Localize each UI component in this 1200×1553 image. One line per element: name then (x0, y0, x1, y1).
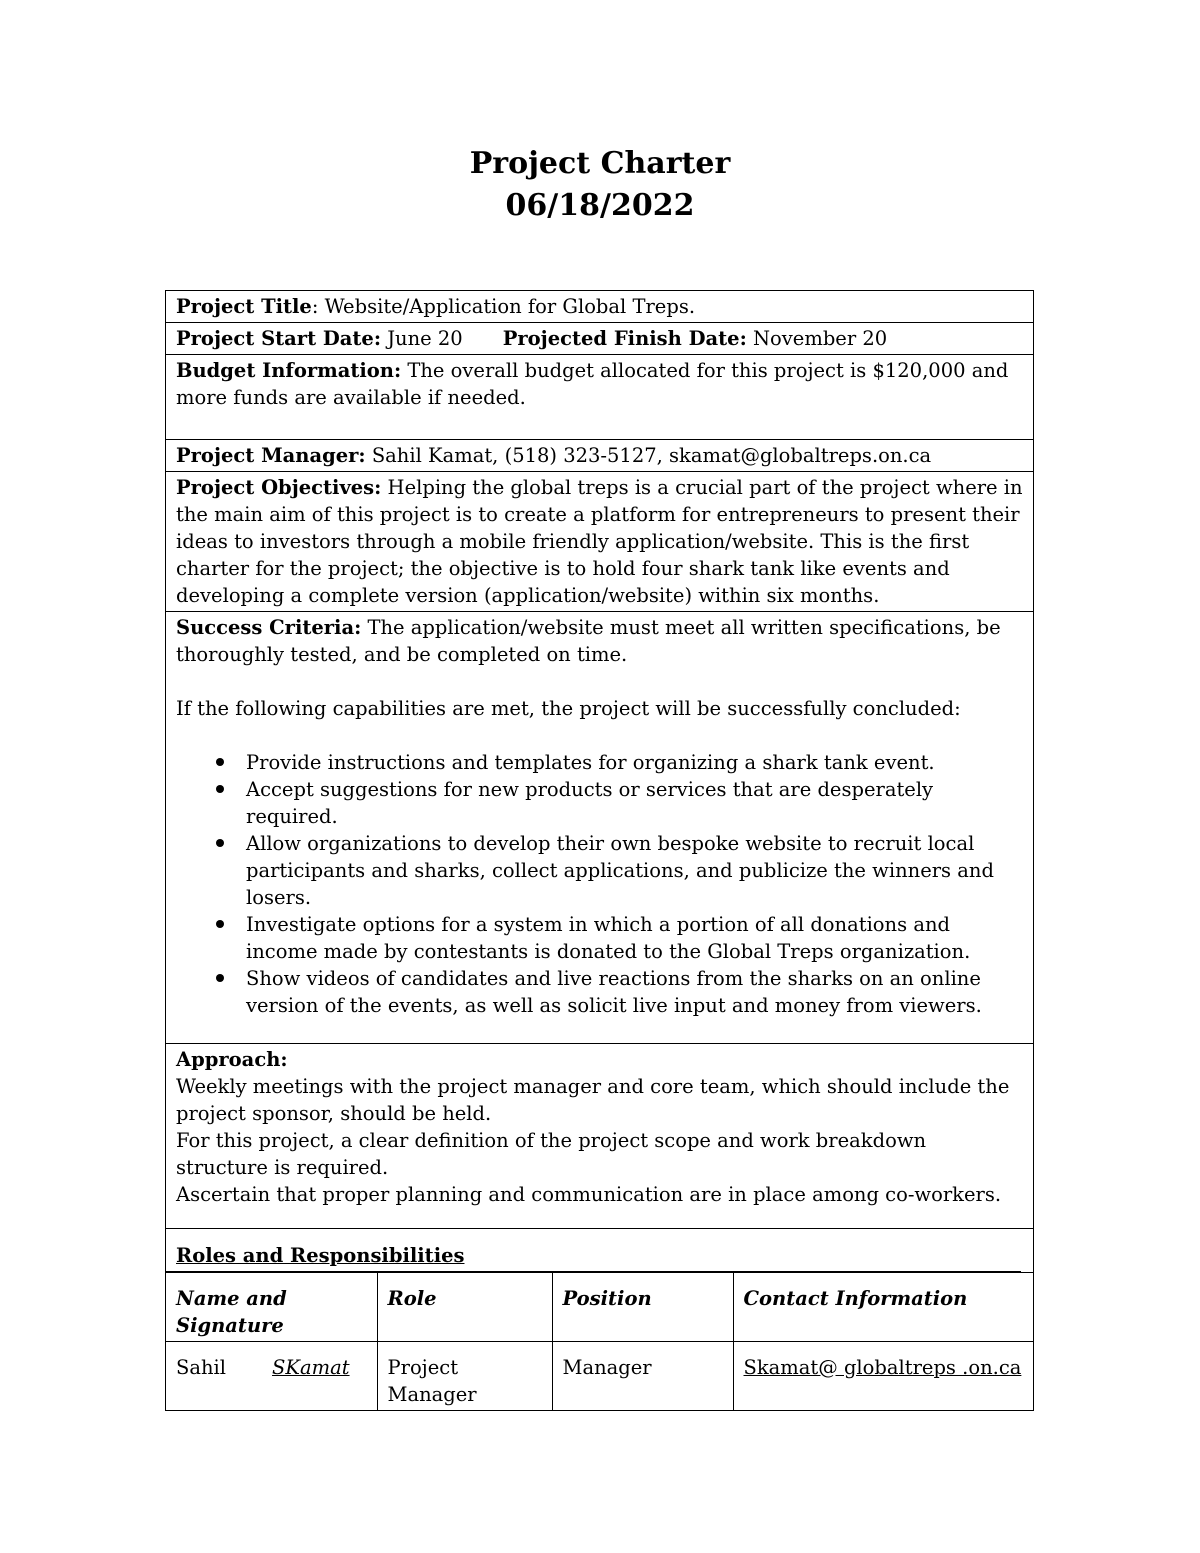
budget-label: Budget Information: (176, 359, 402, 382)
approach-row (166, 1044, 1034, 1229)
list-item: Provide instructions and templates for organizing a shark tank event. (246, 749, 1023, 776)
document-title: Project Charter (469, 146, 731, 181)
table-row (166, 1342, 1033, 1411)
column-header: Name and Signature (166, 1273, 377, 1342)
approach-label: Approach: (176, 1048, 288, 1071)
manager-value: Sahil Kamat, (518) 323-5127, skamat@globaltreps.on.ca (365, 444, 932, 467)
roles-title: Roles and Responsibilities (176, 1244, 465, 1267)
column-header: Role (377, 1273, 552, 1342)
success-criteria-row (166, 612, 1034, 1044)
start-date-label: Project Start Date: (176, 327, 382, 350)
capabilities-list (176, 749, 1023, 1019)
member-position: Manager (552, 1342, 733, 1411)
success-intro: If the following capabilities are met, the project will be successfully concluded: (176, 697, 961, 720)
objectives-row (166, 472, 1034, 612)
list-item: Investigate options for a system in which a portion of all donations and income made by contestants is donated to the Global Treps organization. (246, 911, 1023, 965)
list-item: Allow organizations to develop their own bespoke website to recruit local participants and sharks, collect applications, and publicize the winners and losers. (246, 830, 1023, 911)
finish-date-value: November 20 (746, 327, 888, 350)
document-header (0, 143, 1200, 227)
budget-value: The overall budget allocated for this project is $120,000 and more funds are available if needed. (176, 359, 1009, 409)
project-title-row (166, 291, 1034, 323)
success-value: The application/website must meet all written specifications, be thoroughly tested, and be completed on time. (176, 616, 1001, 666)
success-label: Success Criteria: (176, 616, 362, 639)
manager-row (166, 440, 1034, 472)
column-header: Contact Information (733, 1273, 1033, 1342)
roles-heading (166, 1229, 1021, 1272)
manager-label: Project Manager: (176, 444, 366, 467)
approach-line: Weekly meetings with the project manager and core team, which should include the project sponsor, should be held. (176, 1075, 1010, 1125)
roles-row (166, 1229, 1034, 1411)
list-item: Show videos of candidates and live reactions from the sharks on an online version of the events, as well as solicit live input and money from viewers. (246, 965, 1023, 1019)
member-signature: SKamat (272, 1356, 350, 1379)
approach-line: Ascertain that proper planning and communication are in place among co-workers. (176, 1183, 1002, 1206)
project-dates-row (166, 323, 1034, 355)
member-role: Project Manager (377, 1342, 552, 1411)
objectives-label: Project Objectives: (176, 476, 382, 499)
start-date-value: June 20 (381, 327, 463, 350)
charter-table (165, 290, 1034, 1411)
finish-date-label: Projected Finish Date: (502, 327, 747, 350)
objectives-value: Helping the global treps is a crucial part of the project where in the main aim of this project is to create a platform for entrepreneurs to present their ideas to investors through a mobile friendly application/website. This is the first charter for the project; the objective is to hold four shark tank like events and developing a complete version (application/website) within six months. (176, 476, 1023, 607)
approach-line: For this project, a clear definition of the project scope and work breakdown structure is required. (176, 1129, 927, 1179)
list-item: Accept suggestions for new products or services that are desperately required. (246, 776, 1023, 830)
member-contact-link[interactable]: Skamat@ globaltreps .on.ca (743, 1356, 1022, 1379)
project-title-value: : Website/Application for Global Treps. (311, 295, 696, 318)
budget-row (166, 355, 1034, 440)
roles-header-row (166, 1273, 1033, 1342)
document-date: 06/18/2022 (505, 188, 695, 223)
project-title-label: Project Title (176, 295, 312, 318)
roles-table (166, 1272, 1033, 1410)
member-name: Sahil (176, 1356, 227, 1379)
column-header: Position (552, 1273, 733, 1342)
